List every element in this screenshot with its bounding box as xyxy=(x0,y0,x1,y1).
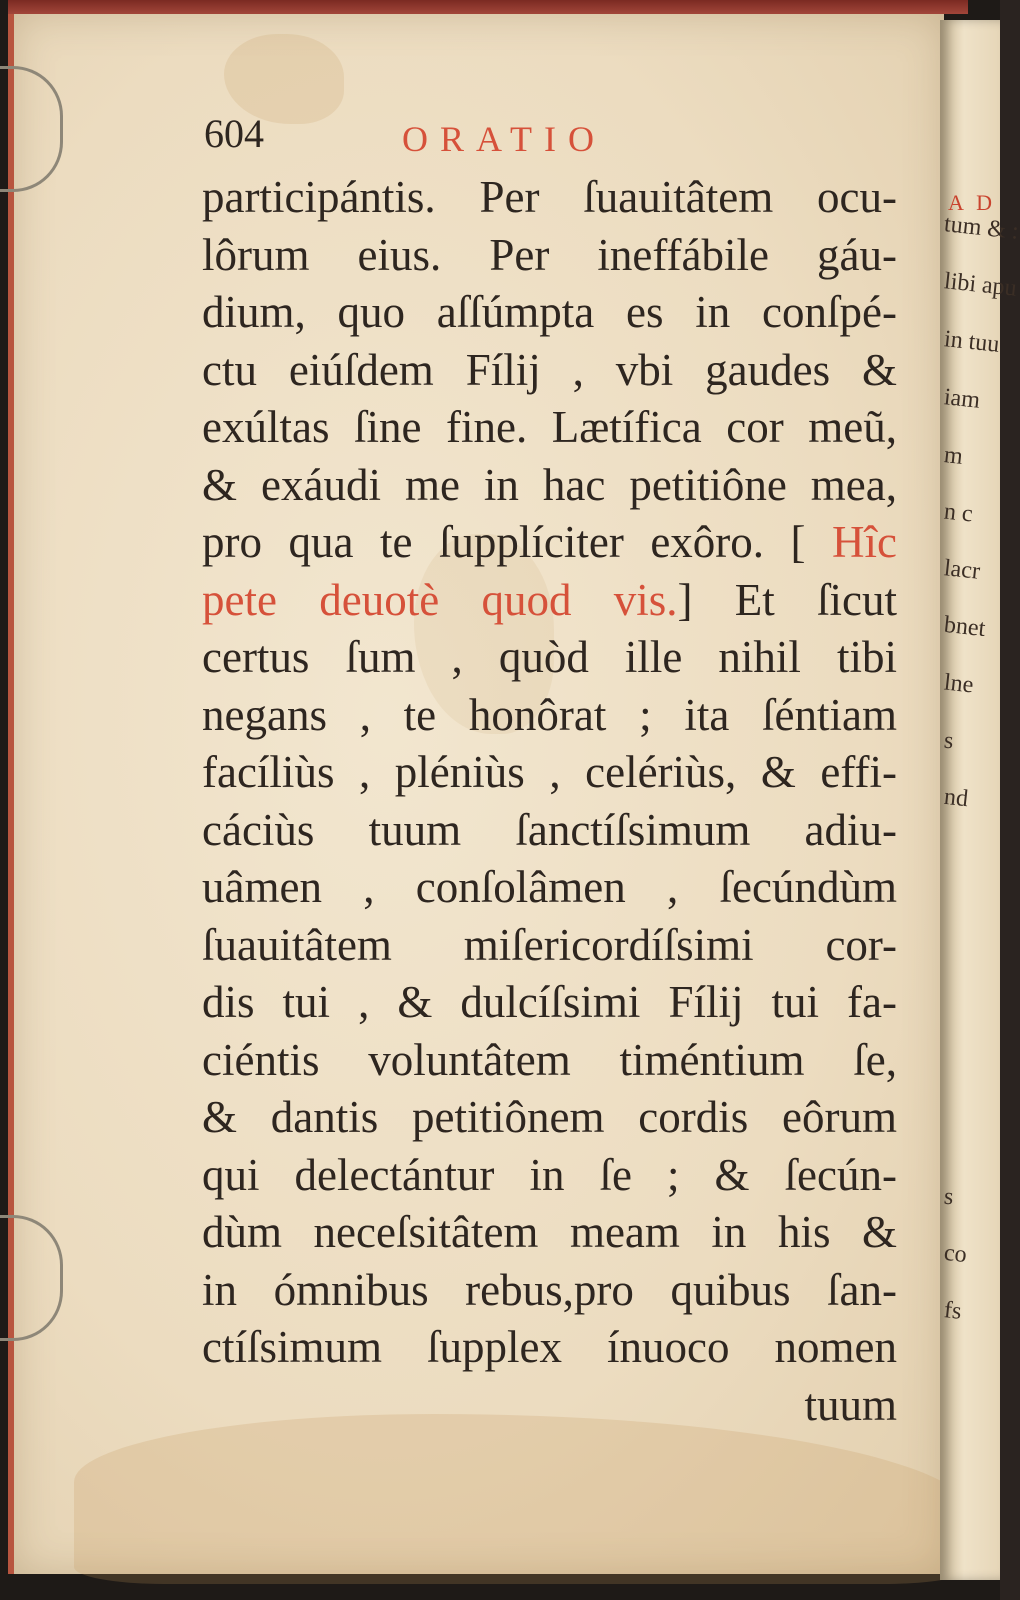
text-line: lôrum eius. Per ineffábile gáu- xyxy=(202,229,897,280)
text-line: dùm neceſsitâtem meam in his & xyxy=(202,1207,897,1257)
rubric-text: Hîc xyxy=(832,517,898,567)
page-number: 604 xyxy=(204,111,264,156)
facing-page-line: n c xyxy=(942,498,974,528)
facing-page-line: tum & : xyxy=(942,211,1020,245)
text-line: qui delectántur in ſe ; & ſecún- xyxy=(202,1149,897,1200)
facing-page-edge xyxy=(940,20,1020,1580)
facing-page-line: lne xyxy=(942,669,975,699)
text-line: exúltas ſine fine. Lætífica cor meũ, xyxy=(202,402,897,452)
facing-page-line: fs xyxy=(942,1297,963,1325)
facing-page-line: iam xyxy=(942,384,982,414)
running-head xyxy=(204,110,904,170)
facing-page-line: s xyxy=(942,727,955,755)
facing-page-running-head: A D xyxy=(948,190,997,215)
text-line: ciéntis voluntâtem timéntium ſe, xyxy=(202,1034,897,1085)
facing-page-line: bnet xyxy=(942,611,987,643)
running-title: ORATIO xyxy=(402,119,606,159)
text-line: ſuauitâtem miſericordíſsimi cor- xyxy=(202,919,897,970)
facing-page-line: lacr xyxy=(942,555,982,585)
water-stain xyxy=(74,1414,974,1584)
text-line-with-rubric: pete deuotè quod vis.] Et ſicut xyxy=(202,574,897,625)
text-line: certus ſum , quòd ille nihil tibi xyxy=(202,632,897,682)
text-line: negans , te honôrat ; ita ſéntiam xyxy=(202,689,897,740)
text-line: in ómnibus rebus,pro quibus ſan- xyxy=(202,1264,897,1315)
text-line: facíliùs , pléniùs , celériùs, & effi- xyxy=(202,747,897,797)
text-line: dis tui , & dulcíſsimi Fílij tui fa- xyxy=(202,977,897,1027)
facing-page-line: libi apu xyxy=(942,268,1018,302)
text-line: uâmen , conſolâmen , ſecúndùm xyxy=(202,862,897,912)
facing-page-line: nd xyxy=(942,783,970,813)
text-line-with-rubric xyxy=(202,514,897,572)
text-line: & dantis petitiônem cordis eôrum xyxy=(202,1092,897,1142)
facing-page-line: in tuu xyxy=(942,326,1001,358)
prayer-text xyxy=(202,169,897,1434)
rubric-text: pete deuotè quod vis. xyxy=(202,574,678,625)
red-page-edge xyxy=(8,0,968,14)
text-line: ctu eiúſdem Fílij , vbi gaudes & xyxy=(202,344,897,395)
catchword: tuum xyxy=(804,1379,897,1430)
text-line: dium, quo aſſúmpta es in conſpé- xyxy=(202,287,897,337)
text-segment: pro qua te ſupplíciter exôro. [ xyxy=(202,517,806,567)
facing-page-line: s xyxy=(942,1183,955,1211)
book-page-604 xyxy=(8,14,944,1574)
text-line: ctíſsimum ſupplex ínuoco nomen xyxy=(202,1322,897,1372)
facing-page-line: co xyxy=(942,1239,969,1269)
facing-page-line: m xyxy=(942,442,965,470)
text-line: cáciùs tuum ſanctíſsimum adiu- xyxy=(202,804,897,855)
text-line: participántis. Per ſuauitâtem ocu- xyxy=(202,172,897,222)
text-line: & exáudi me in hac petitiône mea, xyxy=(202,459,897,510)
